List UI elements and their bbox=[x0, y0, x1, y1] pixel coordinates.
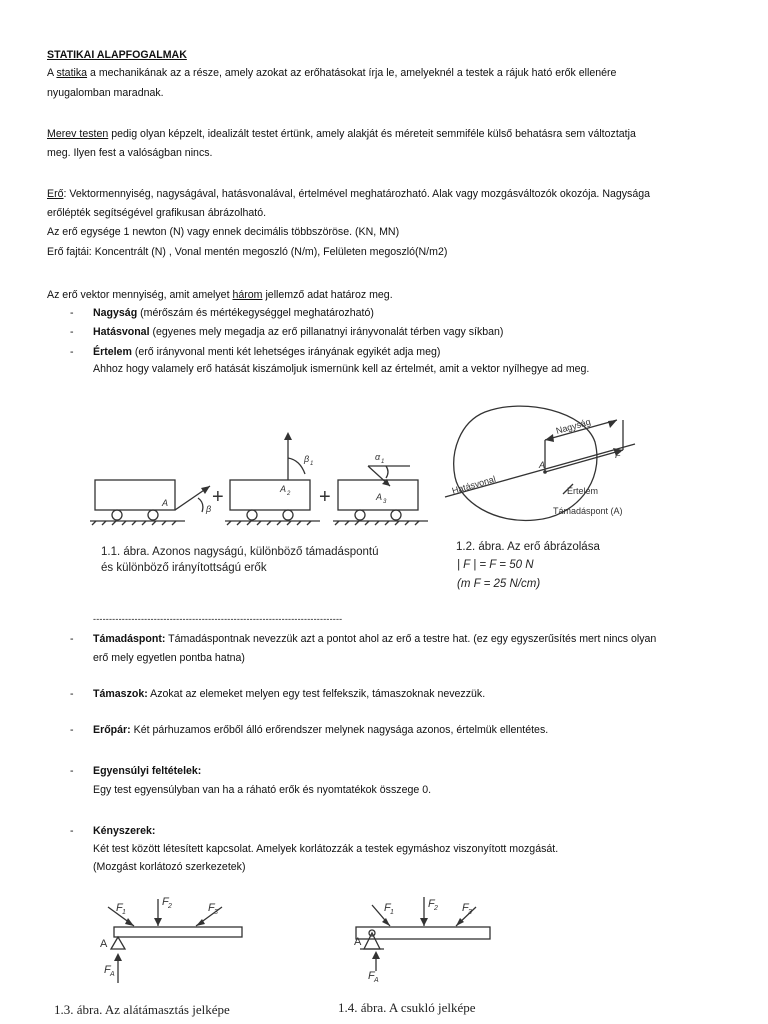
list-item-egyensuly-line2: Egy test egyensúlyban van ha a ráható erők és nyomtatékok összege 0. bbox=[93, 784, 432, 796]
separator-line: ------------------------------------------------------------------------------ bbox=[93, 614, 343, 624]
statika-paragraph bbox=[47, 66, 616, 80]
list-item-tamaszok bbox=[93, 687, 485, 701]
figure-1-1 bbox=[90, 428, 430, 538]
label-a3-sub: 3 bbox=[383, 499, 387, 505]
figure-1-2-equation-2: (m F = 25 N/cm) bbox=[457, 578, 541, 590]
label-a2-sub: 2 bbox=[287, 491, 291, 497]
cart-2 bbox=[230, 480, 310, 510]
label-f: F bbox=[615, 450, 621, 460]
list-bullet: - bbox=[70, 765, 74, 777]
figure-1-1-caption-line2: és különböző irányítottságú erők bbox=[101, 562, 267, 574]
figure-1-2 bbox=[445, 402, 635, 527]
vector-paragraph bbox=[47, 288, 393, 302]
ero-paragraph-line2: erőlépték segítségével grafikusan ábrázolható. bbox=[47, 207, 267, 219]
list-bullet: - bbox=[70, 346, 74, 358]
plus-sign: + bbox=[319, 486, 331, 508]
list-item-term: Támaszok: bbox=[93, 688, 148, 700]
list-item-text: Támadáspontnak nevezzük azt a pontot ahol az erő a testre hat. (ez egy egyszerűsítés mert nincs olyan bbox=[165, 633, 657, 645]
label-beta1-sub: 1 bbox=[310, 461, 314, 467]
figure-1-2-equation-1: | F | = F = 50 N bbox=[457, 559, 534, 571]
label-a3: A bbox=[376, 492, 383, 502]
angle-arc-beta bbox=[198, 498, 203, 512]
label-hatasvonal: Hatásvonal bbox=[450, 473, 497, 496]
wheel bbox=[148, 510, 158, 520]
figure-1-1-caption-line1: 1.1. ábra. Azonos nagyságú, különböző támadáspontú bbox=[101, 546, 379, 558]
label-f1: F bbox=[116, 902, 123, 914]
label-alpha-sub: 1 bbox=[381, 459, 385, 465]
label-fa: F bbox=[104, 964, 111, 976]
label-f1-sub: 1 bbox=[122, 909, 126, 916]
merev-test-paragraph bbox=[47, 127, 636, 141]
label-f2: F bbox=[162, 896, 169, 908]
list-item-kenyszerek: Kényszerek: bbox=[93, 825, 156, 837]
label-a: A bbox=[539, 460, 546, 470]
list-item-term: Nagyság bbox=[93, 307, 138, 319]
text-fragment: A bbox=[47, 67, 57, 79]
beam bbox=[356, 927, 490, 939]
support-triangle bbox=[111, 937, 125, 949]
text-fragment: a mechanikának az a része, amely azokat az erőhatásokat írja le, amelyeknél a testek a rájuk ható erők ellenére bbox=[87, 67, 617, 79]
label-beta1: β bbox=[304, 454, 310, 464]
wheel bbox=[355, 510, 365, 520]
label-tamadaspont: Támadáspont (A) bbox=[553, 506, 623, 516]
ero-types-line: Erő fajtái: Koncentrált (N) , Vonal mentén megoszló (N/m), Felületen megoszló(N/m2) bbox=[47, 246, 448, 258]
term-harom: három bbox=[232, 289, 263, 301]
label-fa-sub: A bbox=[110, 971, 115, 978]
list-item-hatasvonal bbox=[93, 325, 503, 339]
figure-1-3-caption: 1.3. ábra. Az alátámasztás jelképe bbox=[54, 1002, 230, 1017]
list-item-term: Hatásvonal bbox=[93, 326, 150, 338]
label-alpha: α bbox=[375, 452, 381, 462]
text-fragment: jellemző adat határoz meg. bbox=[262, 289, 393, 301]
wheel bbox=[247, 510, 257, 520]
list-item-nagysag bbox=[93, 306, 374, 320]
label-fa: F bbox=[368, 970, 375, 982]
text-fragment: Az erő vektor mennyiség, amit amelyet bbox=[47, 289, 233, 301]
label-f2-sub: 2 bbox=[168, 903, 172, 910]
list-item-kenyszerek-line2: Két test között létesített kapcsolat. Amelyek korlátozzák a testek egymáshoz viszonyított mozgását. bbox=[93, 843, 559, 855]
merev-test-paragraph-line2: meg. Ilyen fest a valóságban nincs. bbox=[47, 147, 213, 159]
ero-unit-line: Az erő egysége 1 newton (N) vagy ennek decimális többszöröse. (KN, MN) bbox=[47, 226, 400, 238]
label-f1: F bbox=[384, 902, 391, 914]
figure-1-3 bbox=[96, 895, 246, 985]
label-f3-sub: 3 bbox=[214, 909, 218, 916]
list-item-tamadaspont-line2: erő mely egyetlen pontba hatna) bbox=[93, 652, 245, 664]
label-f3: F bbox=[462, 902, 469, 914]
list-item-text: (egyenes mely megadja az erő pillanatnyi irányvonalát térben vagy síkban) bbox=[149, 326, 504, 338]
label-f2: F bbox=[428, 898, 435, 910]
label-a: A bbox=[162, 498, 169, 508]
ero-paragraph bbox=[47, 187, 650, 201]
term-ero: Erő bbox=[47, 188, 64, 200]
figure-1-4 bbox=[350, 893, 500, 983]
label-a: A bbox=[100, 938, 108, 950]
label-a: A bbox=[354, 936, 362, 948]
list-bullet: - bbox=[70, 633, 74, 645]
list-bullet: - bbox=[70, 688, 74, 700]
label-f1-sub: 1 bbox=[390, 909, 394, 916]
list-item-ertelem-extra: Ahhoz hogy valamely erő hatását kiszámoljuk ismernünk kell az értelmét, amit a vektor nyílhegye ad meg. bbox=[93, 363, 590, 375]
text-fragment: : Vektormennyiség, nagyságával, hatásvonalával, értelmével meghatározható. Alak vagy mozgásváltozók okozója. Nagysága bbox=[63, 188, 651, 200]
list-item-term: Értelem bbox=[93, 346, 132, 358]
list-item-ertelem bbox=[93, 345, 440, 359]
plus-sign: + bbox=[212, 486, 224, 508]
application-point bbox=[543, 470, 547, 474]
list-bullet: - bbox=[70, 825, 74, 837]
angle-arc-alpha bbox=[386, 466, 388, 478]
list-item-kenyszerek-line3: (Mozgást korlátozó szerkezetek) bbox=[93, 861, 246, 873]
page-heading: STATIKAI ALAPFOGALMAK bbox=[47, 49, 187, 61]
term-statika: statika bbox=[56, 67, 88, 79]
label-ertelem: Értelem bbox=[567, 486, 599, 496]
wheel bbox=[283, 510, 293, 520]
label-f3-sub: 3 bbox=[468, 909, 472, 916]
wheel bbox=[391, 510, 401, 520]
figure-1-4-caption: 1.4. ábra. A csukló jelképe bbox=[338, 1000, 476, 1015]
list-item-eropar bbox=[93, 723, 548, 737]
label-nagysag: Nagyság bbox=[554, 416, 592, 436]
list-item-tamadaspont bbox=[93, 632, 656, 646]
list-item-text: Két párhuzamos erőből álló erőrendszer melynek nagysága azonos, értelmük ellentétes. bbox=[130, 724, 549, 736]
list-item-egyensuly: Egyensúlyi feltételek: bbox=[93, 765, 202, 777]
text-fragment: pedig olyan képzelt, idealizált testet értünk, amely alakját és méreteit semmiféle külső behatásra sem változtatja bbox=[108, 128, 636, 140]
list-item-text: Azokat az elemeket melyen egy test felfekszik, támaszoknak nevezzük. bbox=[147, 688, 486, 700]
figure-1-2-caption: 1.2. ábra. Az erő ábrázolása bbox=[456, 541, 600, 553]
list-bullet: - bbox=[70, 326, 74, 338]
label-fa-sub: A bbox=[374, 977, 379, 984]
label-beta: β bbox=[206, 504, 212, 514]
label-f3: F bbox=[208, 902, 215, 914]
list-item-text: (erő irányvonal menti két lehetséges irányának egyikét adja meg) bbox=[131, 346, 441, 358]
statika-paragraph-line2: nyugalomban maradnak. bbox=[47, 87, 164, 99]
beam bbox=[114, 927, 242, 937]
list-item-term: Támadáspont: bbox=[93, 633, 166, 645]
term-merev-test: Merev testen bbox=[47, 128, 109, 140]
list-item-text: (mérőszám és mértékegységgel meghatározható) bbox=[137, 307, 374, 319]
list-item-term: Erőpár: bbox=[93, 724, 131, 736]
label-a2: A bbox=[280, 484, 287, 494]
wheel bbox=[112, 510, 122, 520]
list-bullet: - bbox=[70, 724, 74, 736]
label-f2-sub: 2 bbox=[434, 905, 438, 912]
force-vector bbox=[545, 450, 623, 472]
list-bullet: - bbox=[70, 307, 74, 319]
angle-arc-beta1 bbox=[288, 458, 305, 474]
